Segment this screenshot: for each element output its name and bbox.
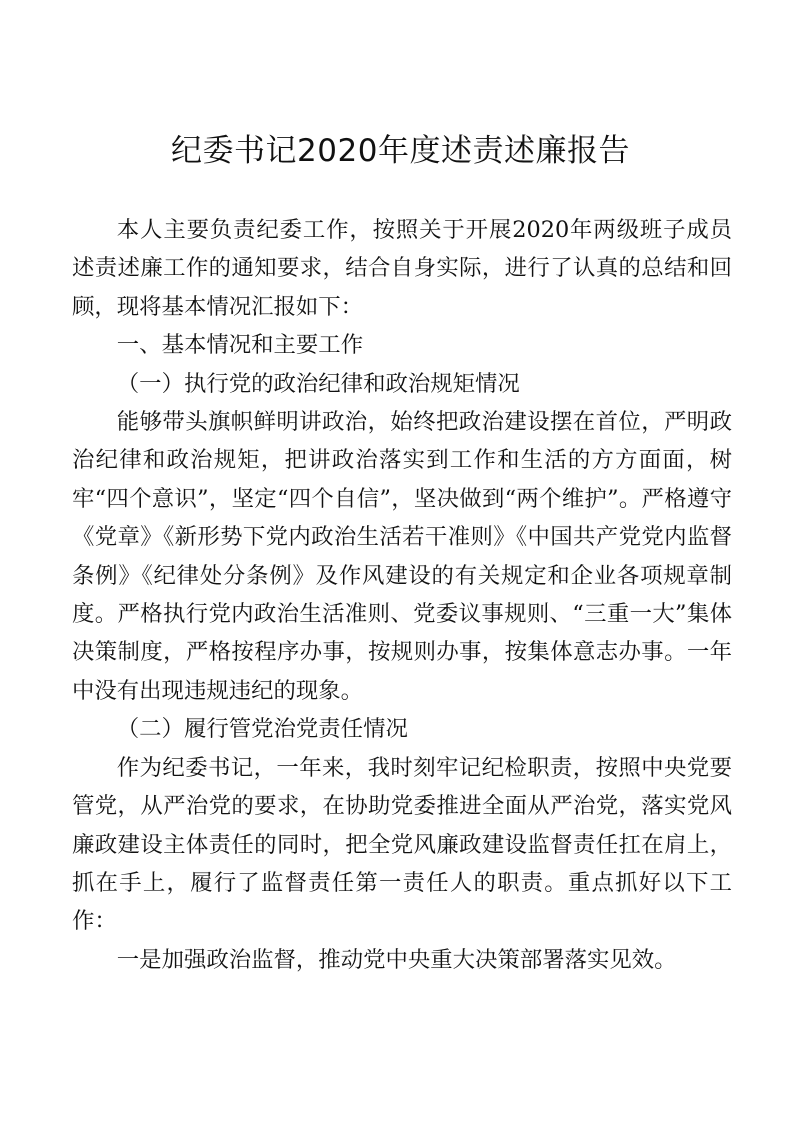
paragraph-intro: 本人主要负责纪委工作，按照关于开展2020年两级班子成员述责述廉工作的通知要求，结合自身实际，进行了认真的总结和回顾，现将基本情况汇报如下： bbox=[72, 217, 732, 320]
document-title: 纪委书记2020年度述责述廉报告 bbox=[171, 133, 630, 169]
document-body bbox=[72, 211, 732, 979]
heading-subsection-1: （一）执行党的政治纪律和政治规矩情况 bbox=[116, 370, 520, 397]
paragraph-political-supervision: 一是加强政治监督，推动党中央重大决策部署落实见效。 bbox=[116, 946, 677, 973]
paragraph-party-governance: 作为纪委书记，一年来，我时刻牢记纪检职责，按照中央党要管党，从严治党的要求，在协助党委推进全面从严治党，落实党风廉政建设主体责任的同时，把全党风廉政建设监督责任扛在肩上，抓在手上，履行了监督责任第一责任人的职责。重点抓好以下工作： bbox=[72, 754, 732, 935]
heading-subsection-2: （二）履行管党治党责任情况 bbox=[116, 716, 408, 743]
heading-section-1: 一、基本情况和主要工作 bbox=[116, 332, 364, 359]
paragraph-political-discipline: 能够带头旗帜鲜明讲政治，始终把政治建设摆在首位，严明政治纪律和政治规矩，把讲政治落实到工作和生活的方方面面，树牢“四个意识”，坚定“四个自信”，坚决做到“两个维护”。严格遵守《党章》《新形势下党内政治生活若干准则》《中国共产党党内监督条例》《纪律处分条例》及作风建设的有关规定和企业各项规章制度。严格执行党内政治生活准则、党委议事规则、“三重一大”集体决策制度，严格按程序办事，按规则办事，按集体意志办事。一年中没有出现违规违纪的现象。 bbox=[72, 409, 732, 704]
